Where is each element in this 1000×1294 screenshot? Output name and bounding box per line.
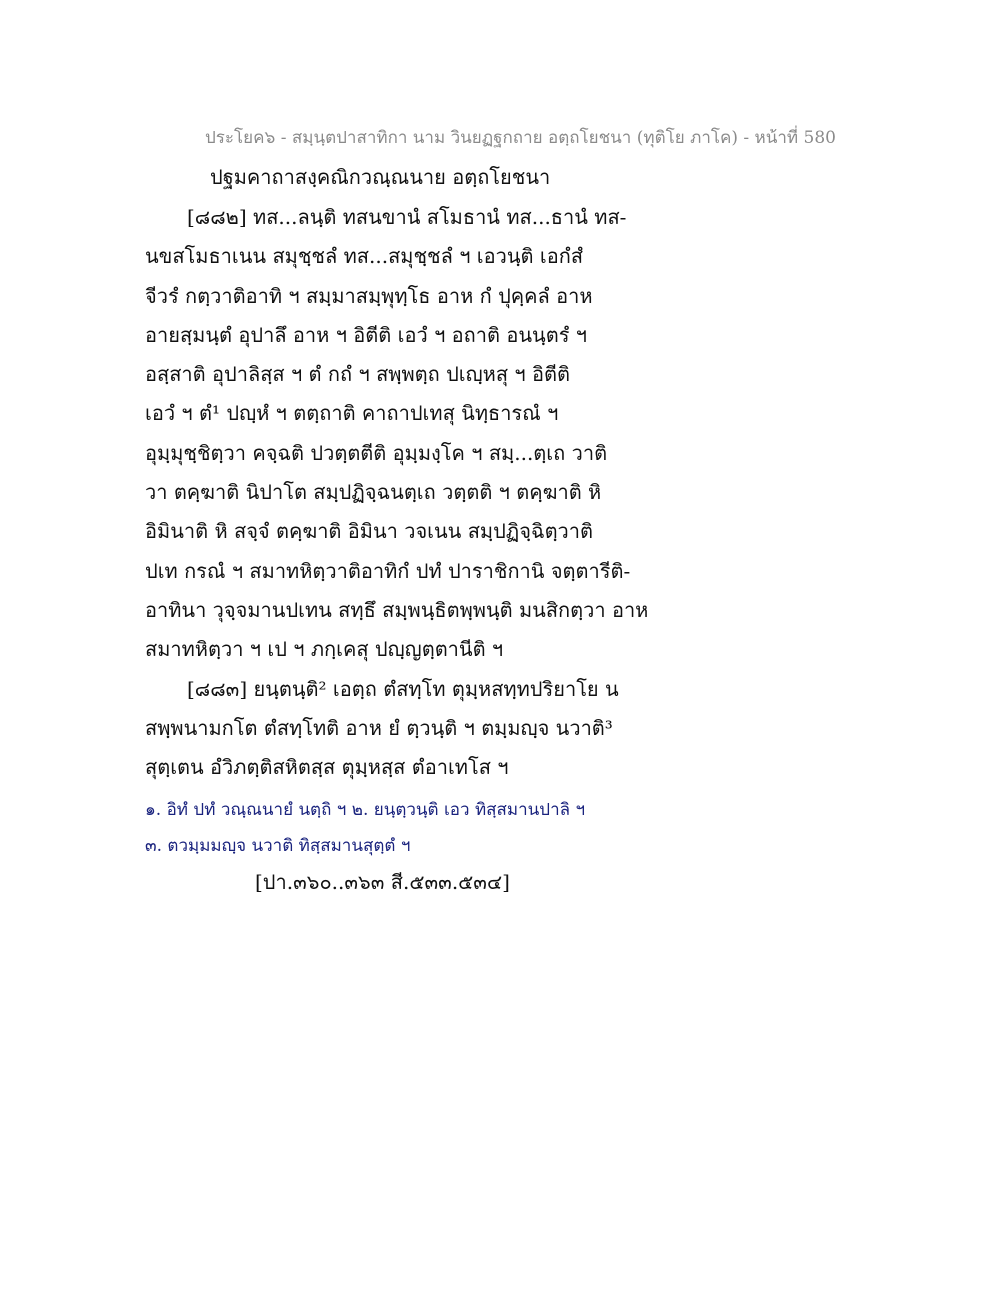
section-title: ปฐมคาถาสงฺคณิกวณฺณนาย อตฺถโยชนา	[210, 165, 551, 189]
body-line: ปเท กรณํ ฯ สมาทหิตฺวาติอาทิกํ ปทํ ปาราชิกานิ จตฺตารีติ-	[145, 558, 631, 583]
body-line: สมาทหิตฺวา ฯ เป ฯ ภกฺเคสุ ปญฺญตฺตานีติ ฯ	[145, 637, 504, 662]
footnote-line: ๓. ตวมฺมมญฺจ นวาติ ทิสฺสมานสุตฺตํ ฯ	[145, 836, 411, 856]
body-line: อสฺสาติ อุปาลิสฺส ฯ ตํ กถํ ฯ สพฺพตฺถ ปเญฺหสุ ฯ อิตีติ	[145, 362, 570, 387]
body-text	[145, 198, 705, 787]
body-line: อุมฺมุชฺชิตฺวา คจฺฉติ ปวตฺตตีติ อุมฺมงฺโค ฯ สมฺ...ตฺเถ วาติ	[145, 440, 608, 465]
page-header: ประโยค๖ - สมฺนฺตปาสาทิกา นาม วินยฏฐกถาย อตฺถโยชนา (ทุติโย ภาโค) - หน้าที่ 580	[205, 128, 836, 148]
body-line: [๘๘๓] ยนฺตนฺติ² เอตฺถ ตํสทฺโท ตุมฺหสทฺทปริยาโย น	[187, 676, 619, 701]
body-line: [๘๘๒] ทส...ลนฺติ ทสนขานํ สโมธานํ ทส...ธานํ ทส-	[187, 205, 627, 229]
body-line: นขสโมธาเนน สมุชฺชลํ ทส...สมุชฺชลํ ฯ เอวนฺติ เอกํสํ	[145, 244, 584, 269]
body-line: อาทินา วุจฺจมานปเทน สทฺธึ สมฺพนฺธิตพฺพนฺติ มนสิกตฺวา อาห	[145, 597, 649, 622]
body-line: สุตฺเตน อํวิภตฺติสหิตสฺส ตุมฺหสฺส ตํอาเทโส ฯ	[145, 755, 509, 780]
body-line: จีวรํ กตฺวาติอาทิ ฯ สมฺมาสมฺพุทฺโธ อาห กํ ปุคฺคลํ อาห	[145, 283, 593, 308]
footnote-line: ๑. อิทํ ปทํ วณฺณนายํ นตฺถิ ฯ ๒. ยนฺตฺวนฺติ เอว ทิสฺสมานปาลิ ฯ	[145, 800, 585, 820]
body-line: อิมินาติ หิ สจฺจํ ตคฺฆาติ อิมินา วจเนน สมฺปฏิจฺฉิตฺวาติ	[145, 519, 594, 544]
body-line: สพฺพนามกโต ตํสทฺโทติ อาห ยํ ตฺวนฺติ ฯ ตมฺมญฺจ นวาติ³	[145, 715, 613, 740]
body-line: เอวํ ฯ ตํ¹ ปญฺหํ ฯ ตตฺถาติ คาถาปเทสุ นิทฺธารณํ ฯ	[145, 401, 559, 426]
body-line: อายสฺมนฺตํ อุปาลึ อาห ฯ อิตีติ เอวํ ฯ อถาติ อนนฺตรํ ฯ	[145, 322, 588, 347]
body-line: วา ตคฺฆาติ นิปาโต สมฺปฏิจฺฉนตฺเถ วตฺตติ ฯ ตคฺฆาติ หิ	[145, 480, 602, 505]
page-reference: [ปา.๓๖๐..๓๖๓ สี.๕๓๓.๕๓๔]	[255, 870, 510, 894]
footnotes	[145, 792, 705, 864]
